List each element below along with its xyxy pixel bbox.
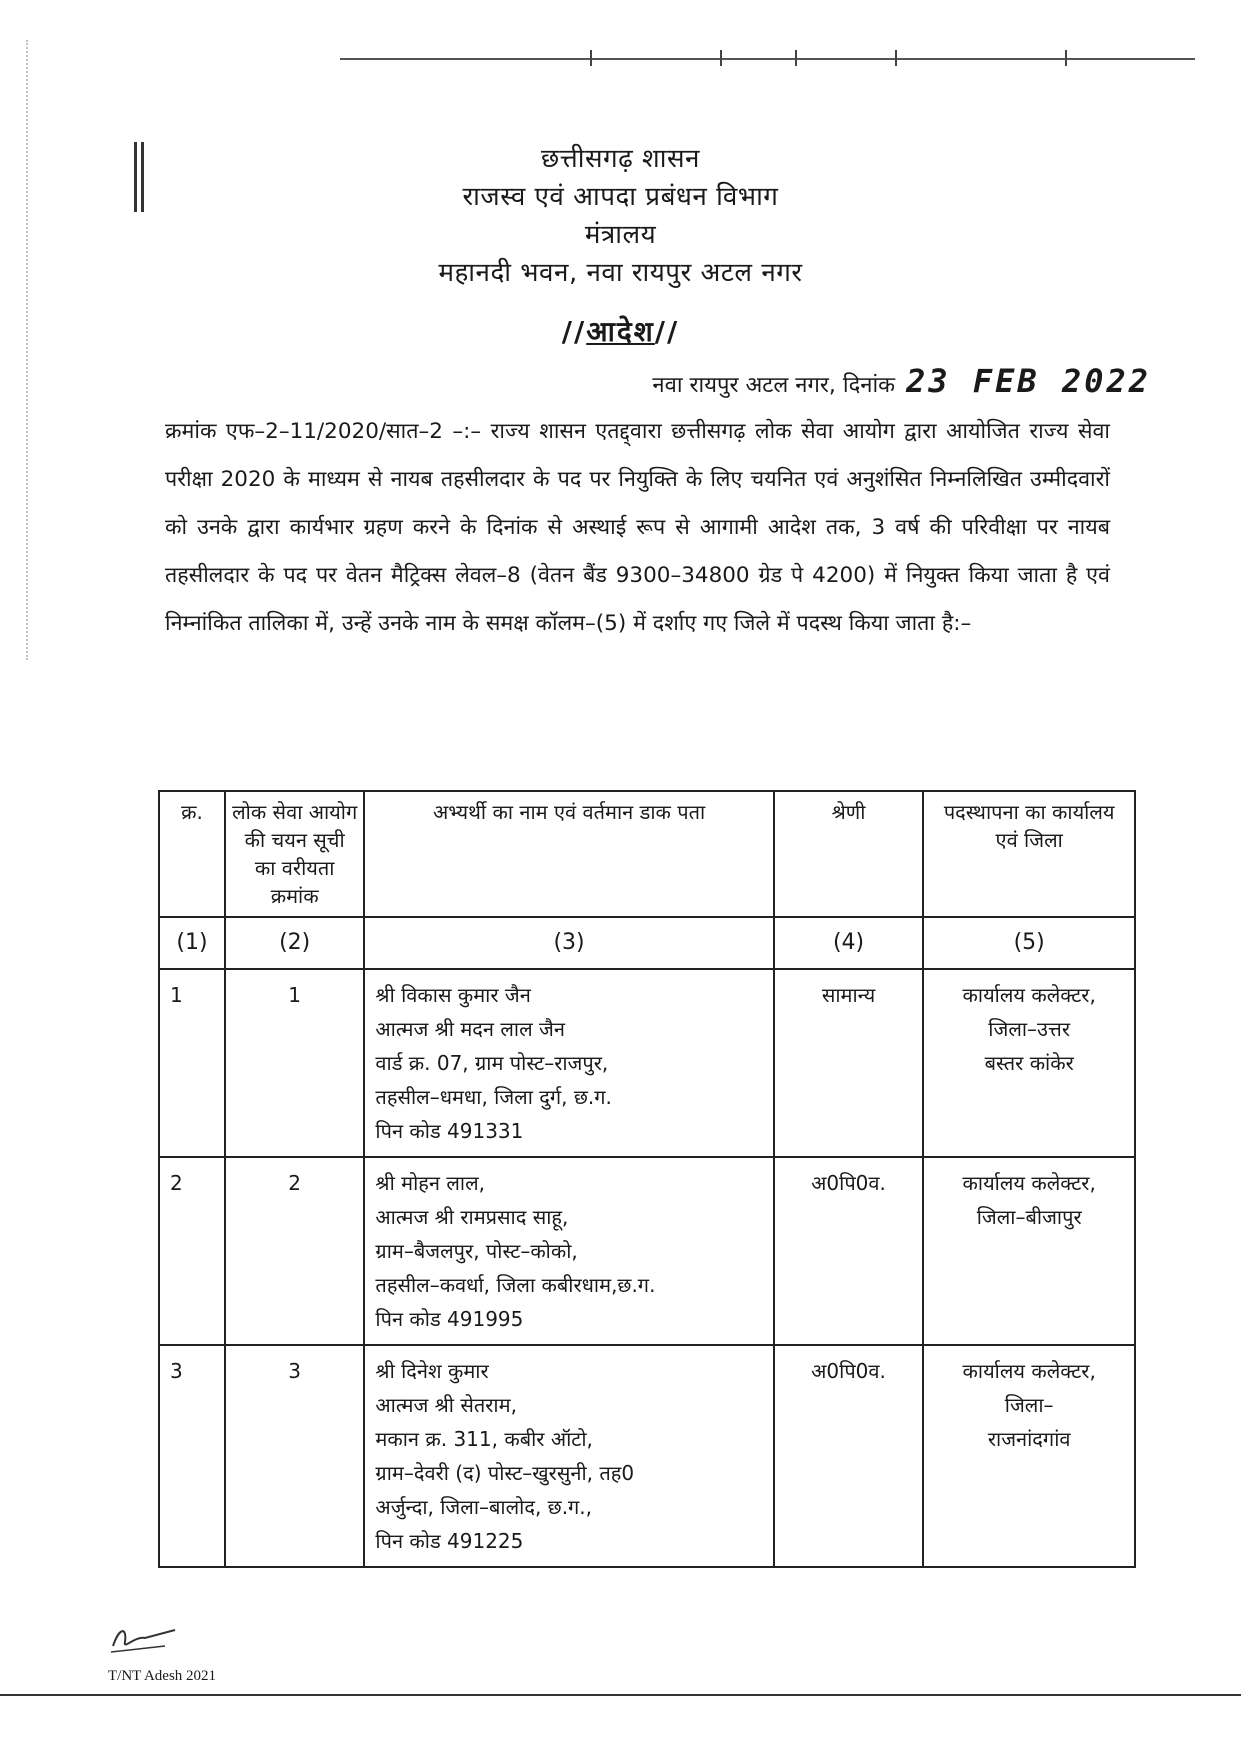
cell-posting	[923, 1345, 1135, 1567]
posting-line: जिला–बीजापुर	[976, 1205, 1082, 1229]
address-line: आत्मज श्री सेतराम,	[375, 1393, 517, 1417]
scan-tick	[720, 50, 722, 66]
cell-sno: 2	[159, 1157, 225, 1345]
order-slashes-right: //	[654, 315, 680, 348]
posting-line: जिला–	[1004, 1393, 1054, 1417]
col-header-name-address: अभ्यर्थी का नाम एवं वर्तमान डाक पता	[364, 791, 773, 917]
cell-sno: 3	[159, 1345, 225, 1567]
col-number: (2)	[225, 917, 365, 969]
column-number-row	[159, 917, 1135, 969]
posting-line: कार्यालय कलेक्टर,	[962, 1359, 1096, 1383]
cell-rank: 3	[225, 1345, 365, 1567]
address-line: आत्मज श्री रामप्रसाद साहू,	[375, 1205, 569, 1229]
scan-tick	[795, 50, 797, 66]
cell-address	[364, 1157, 773, 1345]
address-line: आत्मज श्री मदन लाल जैन	[375, 1017, 565, 1041]
scan-tick	[1065, 50, 1067, 66]
address-line: ग्राम–देवरी (द) पोस्ट–खुरसुनी, तह0	[375, 1461, 635, 1485]
col-header-sno: क्र.	[159, 791, 225, 917]
letterhead	[0, 140, 1241, 292]
address-line: तहसील–धमधा, जिला दुर्ग, छ.ग.	[375, 1085, 612, 1109]
cell-posting	[923, 969, 1135, 1157]
cell-address	[364, 1345, 773, 1567]
footer-rule	[0, 1694, 1241, 1696]
cell-category: अ0पि0व.	[774, 1345, 924, 1567]
address-line: वार्ड क्र. 07, ग्राम पोस्ट–राजपुर,	[375, 1051, 609, 1075]
order-slashes-left: //	[561, 315, 587, 348]
date-line	[652, 362, 1151, 400]
order-heading	[0, 312, 1241, 350]
address-line: श्री दिनेश कुमार	[375, 1359, 489, 1383]
scan-edge-noise	[0, 40, 28, 660]
posting-line: कार्यालय कलेक्टर,	[962, 983, 1096, 1007]
scan-tick	[590, 50, 592, 66]
ministry-name: मंत्रालय	[584, 220, 657, 250]
table-row	[159, 969, 1135, 1157]
scan-tick	[895, 50, 897, 66]
address-line: अर्जुन्दा, जिला–बालोद, छ.ग.,	[375, 1495, 593, 1519]
footer-file-code: T/NT Adesh 2021	[108, 1668, 217, 1684]
col-header-posting: पदस्थापना का कार्यालय एवं जिला	[923, 791, 1135, 917]
posting-line: बस्तर कांकेर	[984, 1051, 1074, 1075]
cell-category: सामान्य	[774, 969, 924, 1157]
table-row	[159, 1157, 1135, 1345]
order-body-paragraph: क्रमांक एफ–2–11/2020/सात–2 –:– राज्य शासन एतद्द्वारा छत्तीसगढ़ लोक सेवा आयोग द्वारा आयोजित राज्य सेवा परीक्षा 2020 के माध्यम से नायब तहसीलदार के पद पर नियुक्ति के लिए चयनित एवं अनुशंसित निम्नलिखित उम्मीदवारों को उनके द्वारा कार्यभार ग्रहण करने के दिनांक से अस्थाई रूप से आगामी आदेश तक, 3 वर्ष की परिवीक्षा पर नायब तहसीलदार के पद पर वेतन मैट्रिक्स लेवल–8 (वेतन बैंड 9300–34800 ग्रेड पे 4200) में नियुक्त किया जाता है एवं निम्नांकित तालिका में, उन्हें उनके नाम के समक्ष कॉलम–(5) में दर्शाए गए जिले में पदस्थ किया जाता है:–	[165, 419, 1110, 636]
date-prefix: नवा रायपुर अटल नगर, दिनांक	[652, 373, 896, 398]
col-header-category: श्रेणी	[774, 791, 924, 917]
office-address: महानदी भवन, नवा रायपुर अटल नगर	[438, 258, 803, 288]
cell-rank: 2	[225, 1157, 365, 1345]
col-number: (1)	[159, 917, 225, 969]
govt-name: छत्तीसगढ़ शासन	[541, 144, 700, 174]
cell-posting	[923, 1157, 1135, 1345]
address-line: पिन कोड 491331	[375, 1119, 524, 1143]
cell-sno: 1	[159, 969, 225, 1157]
cell-rank: 1	[225, 969, 365, 1157]
address-line: ग्राम–बैजलपुर, पोस्ट–कोको,	[375, 1239, 578, 1263]
posting-line: कार्यालय कलेक्टर,	[962, 1171, 1096, 1195]
address-line: पिन कोड 491995	[375, 1307, 524, 1331]
address-line: श्री विकास कुमार जैन	[375, 983, 531, 1007]
posting-table	[158, 790, 1136, 1568]
col-number: (3)	[364, 917, 773, 969]
col-header-rank: लोक सेवा आयोग की चयन सूची का वरीयता क्रमांक	[225, 791, 365, 917]
col-number: (4)	[774, 917, 924, 969]
posting-line: जिला–उत्तर	[988, 1017, 1071, 1041]
address-line: मकान क्र. 311, कबीर ऑटो,	[375, 1427, 593, 1451]
address-line: श्री मोहन लाल,	[375, 1171, 485, 1195]
date-stamp: 23 FEB 2022	[906, 362, 1151, 400]
cell-address	[364, 969, 773, 1157]
col-number: (5)	[923, 917, 1135, 969]
cell-category: अ0पि0व.	[774, 1157, 924, 1345]
address-line: पिन कोड 491225	[375, 1529, 524, 1553]
address-line: तहसील–कवर्धा, जिला कबीरधाम,छ.ग.	[375, 1273, 656, 1297]
order-title: आदेश	[586, 315, 655, 348]
posting-line: राजनांदगांव	[987, 1427, 1071, 1451]
table-row	[159, 1345, 1135, 1567]
initials-signature	[105, 1616, 185, 1656]
department-name: राजस्व एवं आपदा प्रबंधन विभाग	[462, 182, 779, 212]
table-header-row	[159, 791, 1135, 917]
